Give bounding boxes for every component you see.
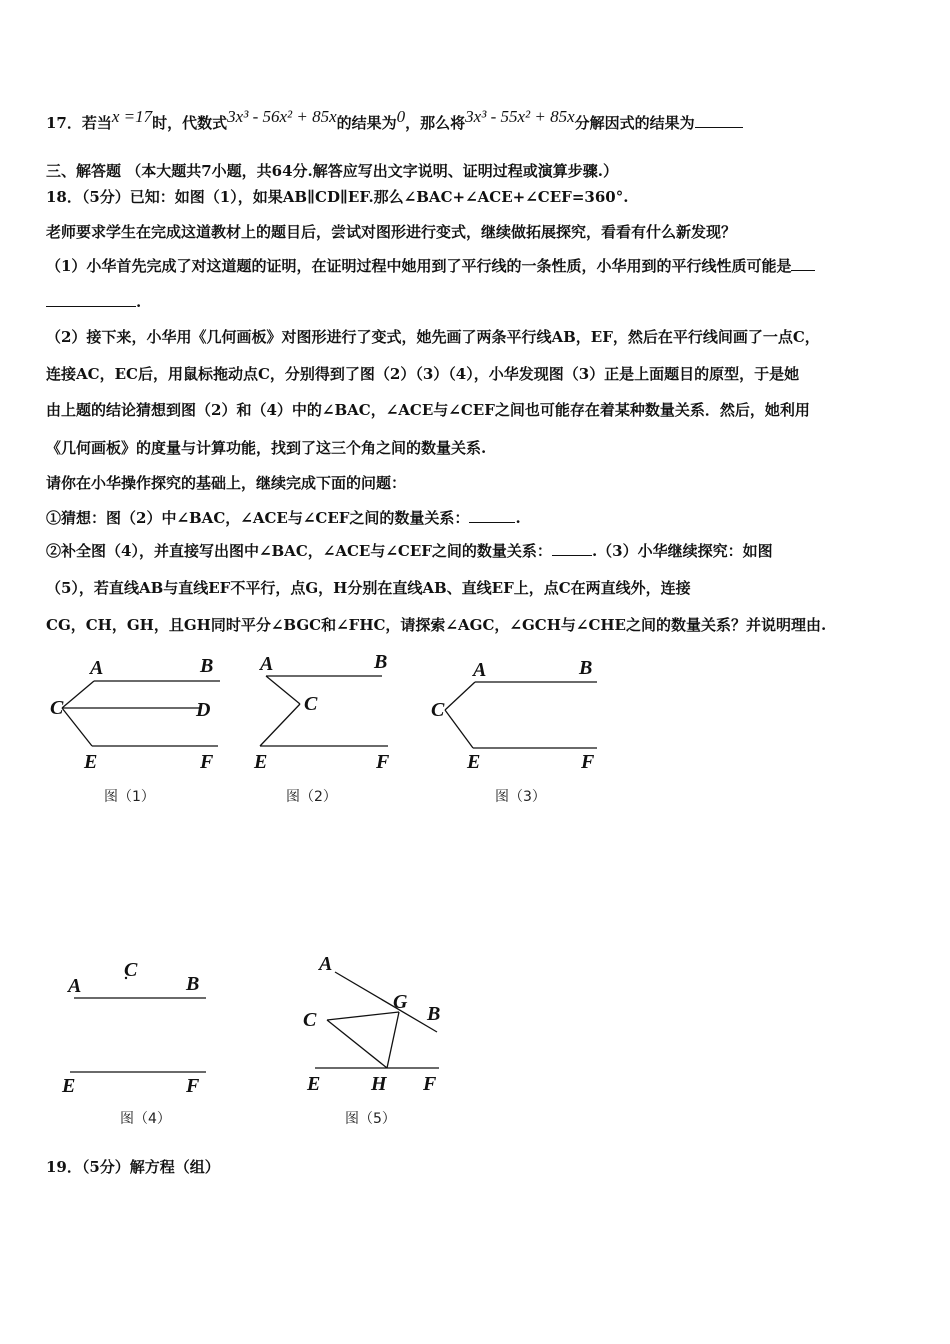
q18-answer-blank1a[interactable]: [791, 256, 815, 271]
figure-2: [250, 648, 410, 805]
q18-line3: [46, 255, 815, 276]
label-f: F: [200, 751, 214, 773]
label-e: E: [62, 1075, 76, 1097]
q19-line1: 19．（5分）解方程（组）: [46, 1158, 220, 1176]
q18-line8: 《几何画板》的度量与计算功能，找到了这三个角之间的数量关系.: [46, 439, 487, 457]
label-e: E: [84, 751, 98, 773]
q18-line13: CG，CH，GH，且GH同时平分∠BGC和∠FHC，请探索∠AGC，∠GCH与∠CHE之间的数量关系？并说明理由.: [46, 616, 827, 634]
segment-ac: [266, 676, 300, 704]
label-c: C: [431, 699, 445, 721]
label-d: D: [196, 699, 211, 721]
label-b: B: [200, 655, 214, 677]
label-b: B: [579, 657, 593, 679]
label-c: C: [50, 697, 64, 719]
label-e: E: [467, 751, 481, 773]
segment-gh: [387, 1012, 399, 1068]
figure-5-diagram: [295, 950, 465, 1100]
label-b: B: [374, 651, 388, 673]
q17-line: [46, 107, 743, 133]
figure-1-caption: 图（1）: [104, 789, 155, 805]
q18-line4: [46, 292, 141, 311]
label-a: A: [473, 659, 487, 681]
segment-ca: [62, 681, 94, 708]
q17-text2: 的结果为: [336, 114, 397, 132]
q17-x-value: x =17: [111, 107, 153, 126]
label-a: A: [90, 657, 104, 679]
label-h: H: [371, 1073, 387, 1095]
segment-cg: [327, 1012, 399, 1020]
label-f: F: [186, 1075, 200, 1097]
label-a: A: [319, 953, 333, 975]
q18-line1: 18．（5分）已知：如图（1），如果AB∥CD∥EF.那么∠BAC+∠ACE+∠CEF=360°.: [46, 188, 629, 206]
q18-line7: 由上题的结论猜想到图（2）和（4）中的∠BAC，∠ACE与∠CEF之间也可能存在着某种数量关系．然后，她利用: [46, 401, 810, 419]
q18-line12: （5），若直线AB与直线EF不平行，点G，H分别在直线AB、直线EF上，点C在两直线外，连接: [46, 579, 691, 597]
q17-text4: 分解因式的结果为: [574, 114, 695, 132]
label-e: E: [307, 1073, 321, 1095]
q18-line11-text: ②补全图（4），并直接写出图中∠BAC，∠ACE与∠CEF之间的数量关系：: [46, 542, 552, 560]
label-b: B: [186, 973, 200, 995]
q18-answer-blank3[interactable]: [552, 541, 592, 556]
q18-line3-text: （1）小华首先完成了对这道题的证明，在证明过程中她用到了平行线的一条性质，小华用到的平行线性质可能是: [46, 257, 792, 275]
segment-ce: [445, 710, 473, 748]
figure-5-caption: 图（5）: [345, 1111, 396, 1127]
q17-zero: 0: [396, 107, 406, 126]
segment-ca: [445, 682, 475, 710]
figure-2-caption: 图（2）: [286, 789, 337, 805]
figure-1: [40, 650, 230, 805]
label-g: G: [393, 991, 408, 1013]
figure-5: [295, 950, 465, 1127]
figure-4-diagram: [50, 950, 230, 1100]
figure-3-diagram: [425, 652, 615, 782]
q17-expression1: 3x³ - 56x² + 85x: [227, 107, 337, 126]
q18-line6: 连接AC，EC后，用鼠标拖动点C，分别得到了图（2）（3）（4），小华发现图（3）正是上面题目的原型，于是她: [46, 365, 800, 383]
segment-ch: [327, 1020, 387, 1068]
q18-line10: [46, 507, 521, 528]
segment-ce: [62, 708, 92, 746]
q18-line5: （2）接下来，小华用《几何画板》对图形进行了变式，她先画了两条平行线AB，EF，然后在平行线间画了一点C，: [46, 328, 820, 346]
q18-line9: 请你在小华操作探究的基础上，继续完成下面的问题：: [46, 474, 407, 492]
figure-3-caption: 图（3）: [495, 789, 546, 805]
label-c: C: [303, 1009, 317, 1031]
label-f: F: [581, 751, 595, 773]
q18-line2: 老师要求学生在完成这道教材上的题目后，尝试对图形进行变式，继续做拓展探究，看看有什么新发现？: [46, 223, 737, 241]
figure-2-diagram: [250, 648, 410, 778]
label-c: C: [304, 693, 318, 715]
q18-line11: [46, 540, 773, 561]
q17-answer-blank[interactable]: [695, 113, 743, 128]
figure-1-diagram: [40, 650, 230, 780]
q18-answer-blank1b[interactable]: [46, 292, 136, 307]
q17-number: 17．若当: [46, 114, 112, 132]
label-f: F: [376, 751, 390, 773]
figure-4-caption: 图（4）: [120, 1111, 171, 1127]
q17-text1: 时，代数式: [152, 114, 228, 132]
label-b: B: [427, 1003, 441, 1025]
label-c: C: [124, 959, 138, 981]
q18-line4-end: .: [136, 293, 142, 311]
q18-line10-end: .: [515, 509, 521, 527]
q18-line10-text: ①猜想：图（2）中∠BAC，∠ACE与∠CEF之间的数量关系：: [46, 509, 470, 527]
figure-4: [50, 950, 230, 1127]
figure-3: [425, 652, 615, 805]
segment-ce: [260, 704, 300, 746]
label-a: A: [68, 975, 82, 997]
q18-answer-blank2[interactable]: [469, 508, 515, 523]
label-e: E: [254, 751, 268, 773]
label-a: A: [260, 653, 274, 675]
q17-expression2: 3x³ - 55x² + 85x: [465, 107, 575, 126]
q17-text3: ，那么将: [405, 114, 466, 132]
section-title: 三、解答题 （本大题共7小题，共64分.解答应写出文字说明、证明过程或演算步骤.）: [46, 162, 618, 180]
q18-line11-end: .（3）小华继续探究：如图: [591, 542, 773, 560]
label-f: F: [423, 1073, 437, 1095]
line-ab: [335, 972, 437, 1032]
